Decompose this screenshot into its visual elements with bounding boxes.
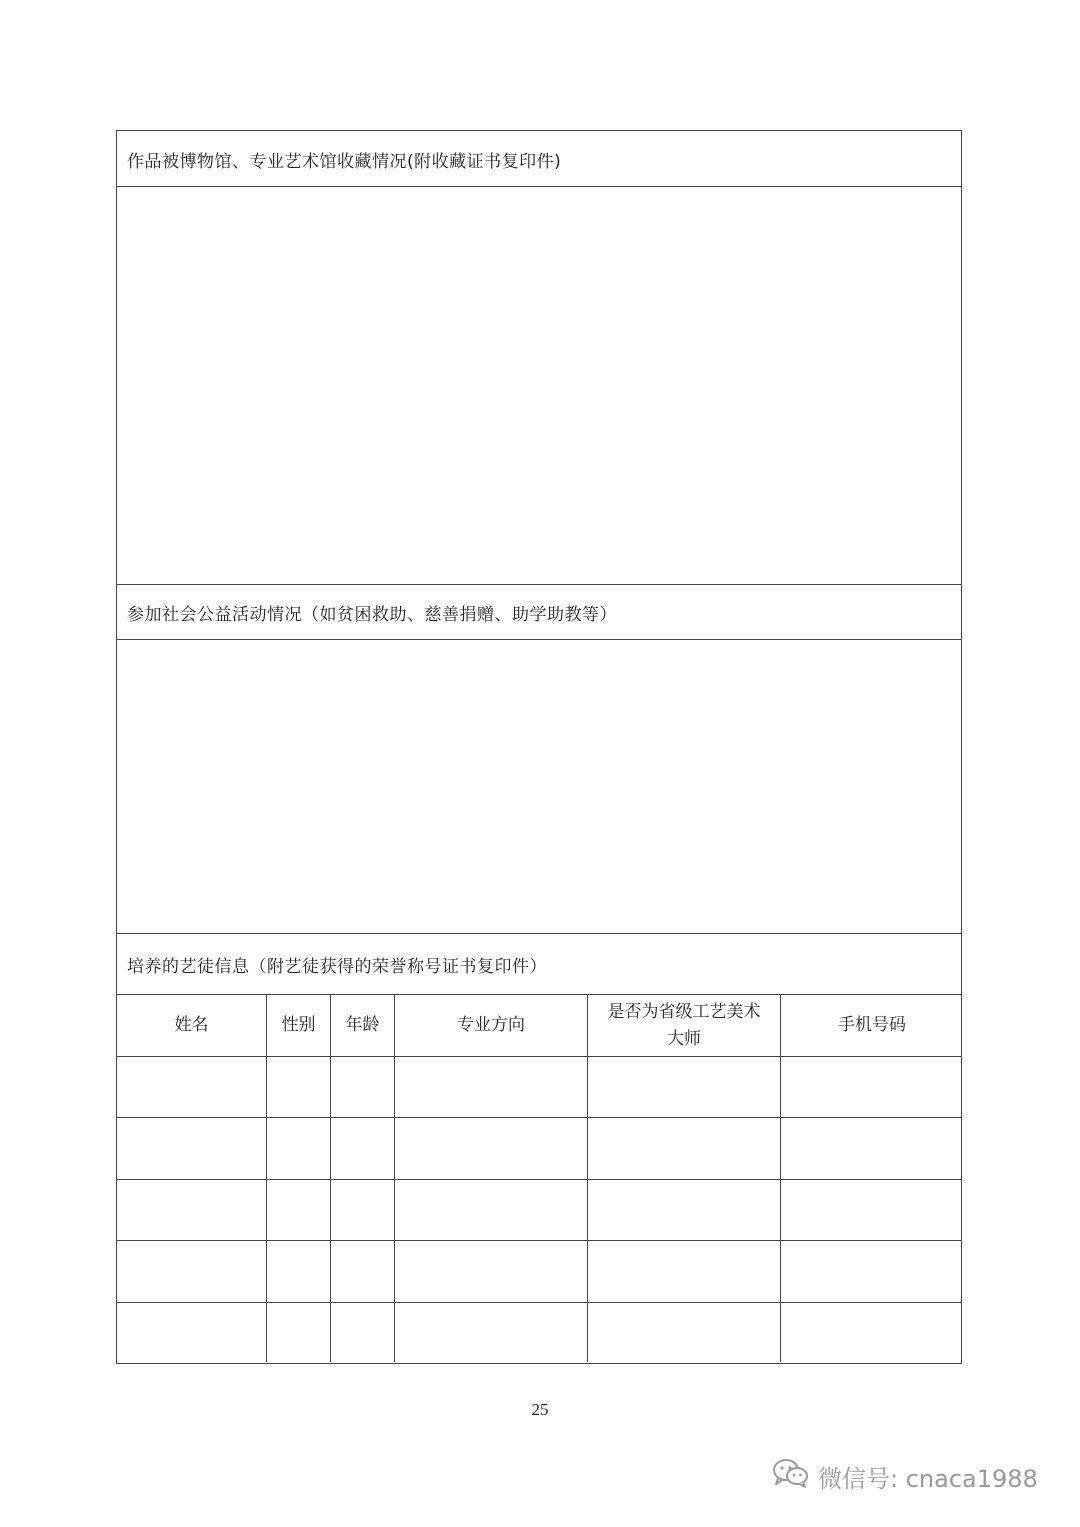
gender-cell[interactable] [267,1180,331,1240]
table-row [117,1118,961,1180]
specialty-cell[interactable] [395,1118,588,1179]
application-form-table [116,130,962,1364]
specialty-cell[interactable] [395,1180,588,1240]
apprentices-header-row [117,934,961,995]
page-number: 25 [531,1400,549,1419]
phone-cell[interactable] [781,1118,963,1179]
table-row [117,1057,961,1118]
apprentice-table-header [117,995,961,1057]
name-cell[interactable] [117,1057,267,1117]
age-cell[interactable] [331,1241,395,1302]
column-header-age: 年龄 [331,995,395,1056]
phone-cell[interactable] [781,1303,963,1362]
phone-cell[interactable] [781,1180,963,1240]
gender-cell[interactable] [267,1241,331,1302]
phone-cell[interactable] [781,1057,963,1117]
column-header-name: 姓名 [117,995,267,1056]
name-cell[interactable] [117,1241,267,1302]
collection-input-area[interactable] [117,187,961,585]
specialty-cell[interactable] [395,1057,588,1117]
provincial-master-cell[interactable] [588,1180,781,1240]
collection-section-label: 作品被博物馆、专业艺术馆收藏情况(附收藏证书复印件) [127,152,562,172]
watermark-text: 微信号: cnaca1988 [818,1464,1038,1493]
public-welfare-section-label: 参加社会公益活动情况（如贫困救助、慈善捐赠、助学助教等） [127,605,617,625]
column-header-phone: 手机号码 [838,1015,906,1035]
gender-cell[interactable] [267,1303,331,1362]
provincial-master-cell[interactable] [588,1118,781,1179]
table-row [117,1180,961,1241]
age-cell[interactable] [331,1180,395,1240]
wechat-icon [772,1457,818,1495]
public-welfare-header-row [117,585,961,640]
collection-header-row [117,131,961,187]
provincial-master-cell[interactable] [588,1057,781,1117]
age-cell[interactable] [331,1057,395,1117]
gender-cell[interactable] [267,1118,331,1179]
name-cell[interactable] [117,1180,267,1240]
gender-cell[interactable] [267,1057,331,1117]
apprentices-section-label: 培养的艺徒信息（附艺徒获得的荣誉称号证书复印件） [127,957,547,977]
name-cell[interactable] [117,1303,267,1362]
table-row [117,1303,961,1362]
age-cell[interactable] [331,1303,395,1362]
column-header-provincial-master: 是否为省级工艺美术大师 [588,995,781,1056]
column-header-gender: 性别 [267,995,331,1056]
age-cell[interactable] [331,1118,395,1179]
column-header-specialty: 专业方向 [395,995,588,1056]
public-welfare-input-area[interactable] [117,640,961,934]
table-row [117,1241,961,1303]
provincial-master-cell[interactable] [588,1303,781,1362]
name-cell[interactable] [117,1118,267,1179]
wechat-watermark [772,1456,1038,1496]
specialty-cell[interactable] [395,1241,588,1302]
phone-cell[interactable] [781,1241,963,1302]
specialty-cell[interactable] [395,1303,588,1362]
provincial-master-cell[interactable] [588,1241,781,1302]
